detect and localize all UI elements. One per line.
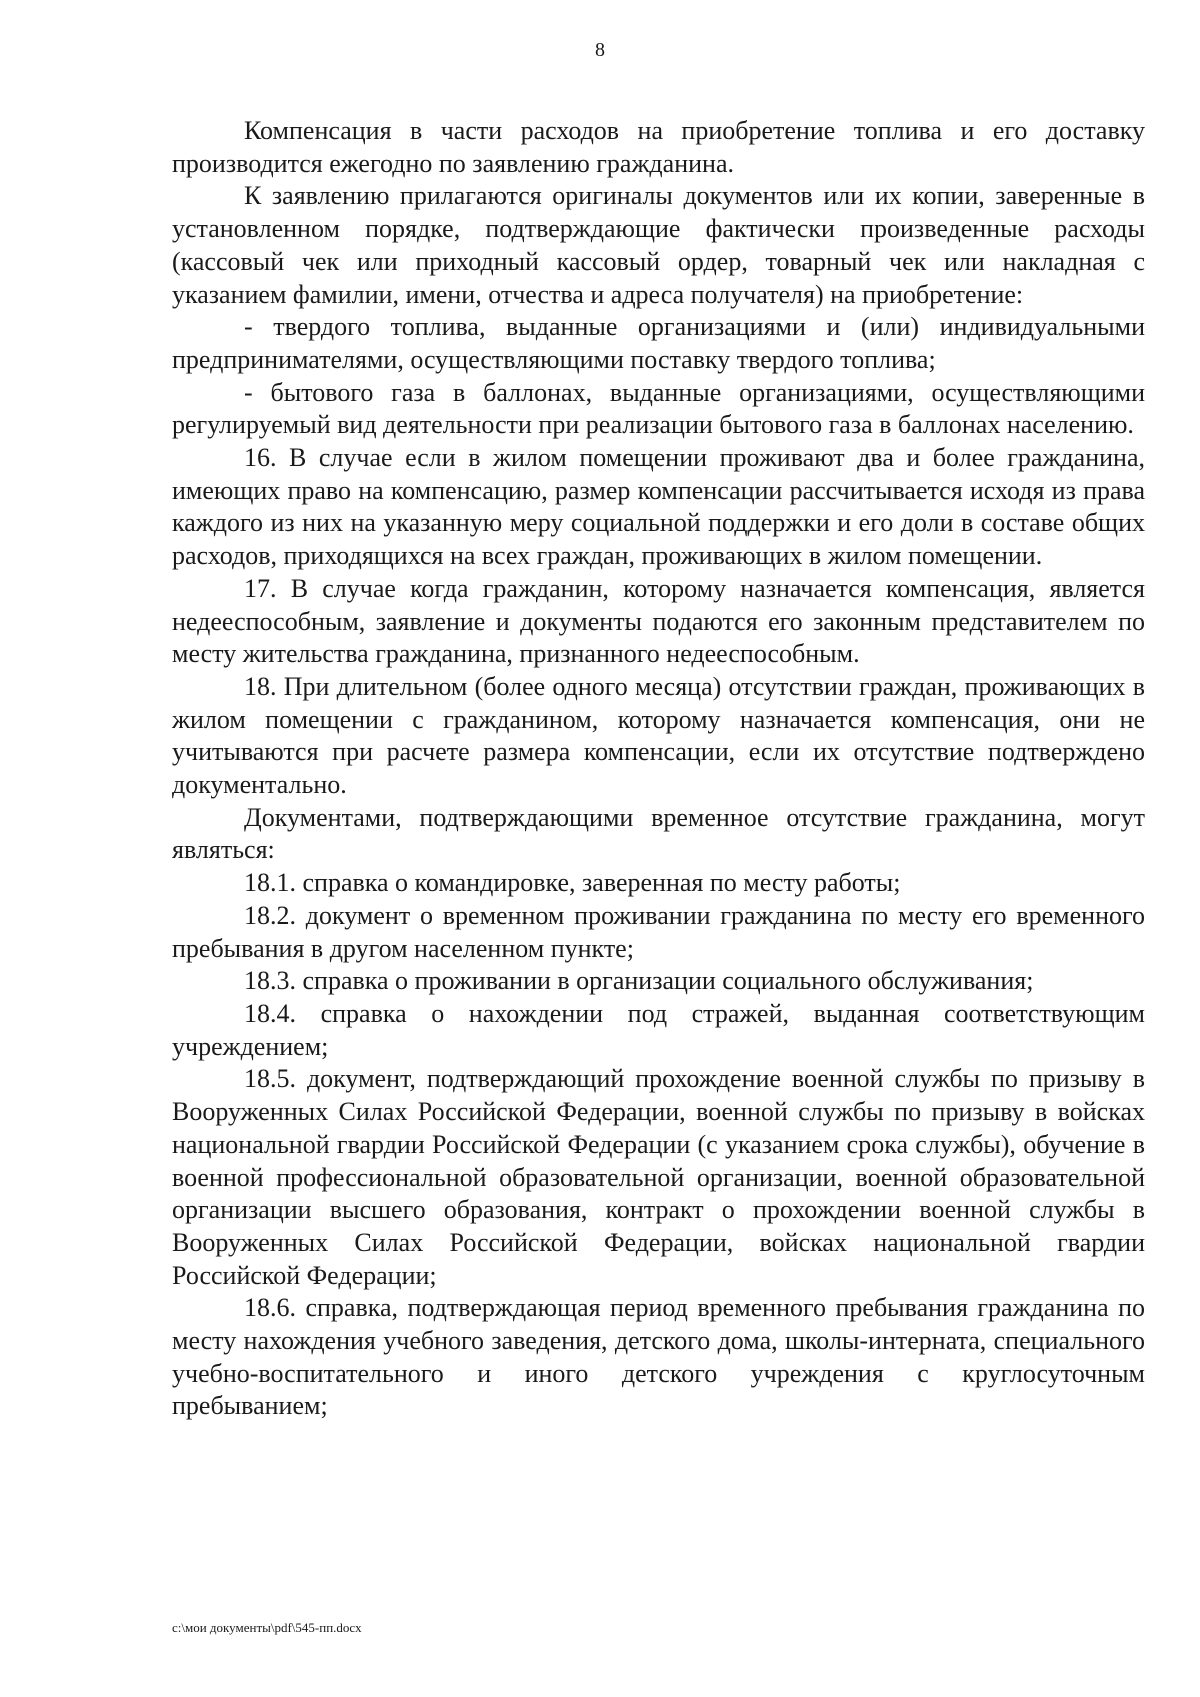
paragraph-clause-18-3: 18.3. справка о проживании в организации социального обслуживания;: [244, 966, 1034, 996]
document-body: [172, 115, 1145, 1423]
footer-file-path: c:\мои документы\pdf\545-пп.docx: [172, 1620, 362, 1635]
paragraph-bottled-gas: - бытового газа в баллонах, выданные организациями, осуществляющими регулируемый вид деятельности при реализации бытового газа в баллонах населению.: [172, 377, 1145, 440]
paragraph-clause-18-4: 18.4. справка о нахождении под стражей, выданная соответствующим учреждением;: [172, 998, 1145, 1061]
paragraph-clause-18: 18. При длительном (более одного месяца) отсутствии граждан, проживающих в жилом помещении с гражданином, которому назначается компенсация, они не учитываются при расчете размера компенсации, если их отсутствие подтверждено документально.: [172, 671, 1145, 800]
paragraph-solid-fuel: - твердого топлива, выданные организациями и (или) индивидуальными предпринимателями, осуществляющими поставку твердого топлива;: [172, 312, 1145, 374]
paragraph-compensation-annual: Компенсация в части расходов на приобретение топлива и его доставку производится ежегодно по заявлению гражданина.: [172, 116, 1145, 178]
paragraph-clause-16: 16. В случае если в жилом помещении проживают два и более гражданина, имеющих право на компенсацию, размер компенсации рассчитывается исходя из права каждого из них на указанную меру социальной поддержки и его доли в составе общих расходов, приходящихся на всех граждан, проживающих в жилом помещении.: [172, 443, 1145, 571]
paragraph-clause-17: 17. В случае когда гражданин, которому назначается компенсация, является недееспособным, заявление и документы подаются его законным представителем по месту жительства гражданина, признанного недееспособным.: [172, 573, 1145, 669]
paragraph-clause-18-1: 18.1. справка о командировке, заверенная по месту работы;: [244, 868, 901, 898]
page-number: 8: [595, 39, 605, 61]
paragraph-clause-18-2: 18.2. документ о временном проживании гражданина по месту его временного пребывания в другом населенном пункте;: [172, 900, 1145, 963]
paragraph-attached-documents: К заявлению прилагаются оригиналы документов или их копии, заверенные в установленном порядке, подтверждающие фактически произведенные расходы (кассовый чек или приходный кассовый ордер, товарный чек или накладная с указанием фамилии, имени, отчества и адреса получателя) на приобретение:: [172, 181, 1145, 309]
paragraph-clause-18-5: 18.5. документ, подтверждающий прохождение военной службы по призыву в Вооруженных Силах Российской Федерации, военной службы по призыву в войсках национальной гвардии Российской Федерации (с указанием срока службы), обучение в военной профессиональной образовательной организации, военной образовательной организации высшего образования, контракт о прохождении военной службы в Вооруженных Силах Российской Федерации, войсках национальной гвардии Российской Федерации;: [172, 1064, 1145, 1290]
paragraph-clause-18-6: 18.6. справка, подтверждающая период временного пребывания гражданина по месту нахождения учебного заведения, детского дома, школы-интерната, специального учебно-воспитательного и иного детского учреждения с круглосуточным пребыванием;: [172, 1293, 1145, 1421]
paragraph-absence-documents: Документами, подтверждающими временное отсутствие гражданина, могут являться:: [172, 802, 1145, 865]
